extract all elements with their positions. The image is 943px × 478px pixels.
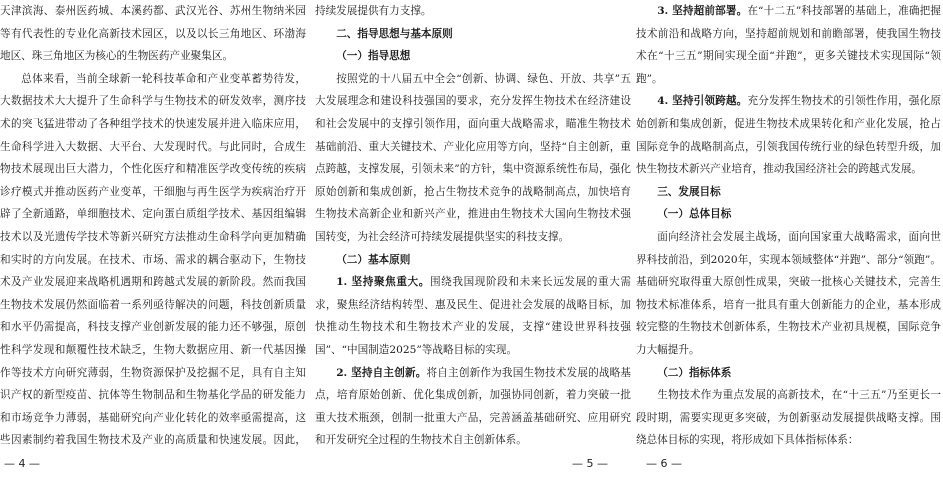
section-heading: 二、指导思想与基本原则 [336,27,453,40]
principle-paragraph [636,0,941,90]
principle-text: 围绕我国现阶段和未来长远发展的重大需求，聚焦经济结构转型、惠及民生、促进社会发展的战略目标，加快推动生物技术和生物技术产业的发展，支撑“建设世界科技强国”、“中国制造2025”等战略目标的实现。 [315,276,631,356]
paragraph: 生物技术作为重点发展的高新技术，在“十三五”乃至更长一段时期，需要实现更多突破，为创新驱动发展提供战略支撑。围绕总体目标的实现，将形成如下具体指标体系： [636,389,941,447]
principle-paragraph [636,90,941,180]
section-heading: 三、发展目标 [657,185,721,198]
principle-text: 将自主创新作为我国生物技术发展的战略基点，培育原始创新、优化集成创新，加强协同创新，着力突破一批重大技术瓶颈，创制一批重大产品，完善涵盖基础研究、应用研究和开发研究全过程的生物技术自主创新体系。 [315,366,631,447]
page-number: — 5 — [572,457,608,470]
principle-paragraph [315,362,631,449]
subsection-heading: （二）指标体系 [657,366,732,379]
page-6-column [636,0,941,478]
page-number: — 4 — [4,457,40,470]
subsection-heading: （一）指导思想 [336,50,411,63]
paragraph: 面向经济社会发展主战场，面向国家重大战略需求，面向世界科技前沿，到2020年，实现本领域整体“并跑”、部分“领跑”。基础研究取得重大原创性成果，突破一批核心关键技术，完善生物技术标准体系，培育一批具有重大创新能力的企业，基本形成较完整的生物技术创新体系，生物技术产业初具规模，国际竞争力大幅提升。 [636,230,941,356]
principle-text: 充分发挥生物技术的引领性作用，强化原始创新和集成创新，促进生物技术成果转化和产业化发展，抢占国际竞争的战略制高点，引领我国传统行业的绿色转型升级，加快生物技术新兴产业培育，推动我国经济社会的跨越式发展。 [636,95,941,176]
principle-paragraph [315,271,631,361]
principle-text: 在“十二五”科技部署的基础上，准确把握技术前沿和战略方向，坚持超前规划和前瞻部署，使我国生物技术在“十三五”期间实现全面“并跑”，更多关键技术实现国际“领跑”。 [636,5,941,85]
page-5-column [313,0,631,478]
page-number: — 6 — [646,457,682,470]
principle-title: 1. 坚持聚焦重大。 [336,276,430,289]
paragraph: 天津滨海、泰州医药城、本溪药都、武汉光谷、苏州生物纳米园等有代表性的专业化高新技术园区，以及以长三角地区、环渤海地区、珠三角地区为核心的生物医药产业聚集区。 [0,5,306,63]
subsection-heading: （一）总体目标 [657,208,732,221]
paragraph: 总体来看，当前全球新一轮科技革命和产业变革蓄势待发，大数据技术大大提升了生命科学与生物技术的研发效率，测序技术的突飞猛进带动了各种组学技术的快速发展并进入临床应用，生命科学进入大数据、大平台、大发现时代。与此同时，合成生物技术展现出巨大潜力，个性化医疗和精准医学改变传统的疾病诊疗模式并推动医药产业变革，干细胞与再生医学为疾病治疗开辟了全新通路，单细胞技术、定向蛋白质组学技术、基因组编辑技术以及光遗传学技术等新兴研究方法推动生命科学向更加精确和实时的方向发展。在技术、市场、需求的耦合驱动下，生物技术及产业发展迎来战略机遇期和跨越式发展的新阶段。然而我国生物技术发展仍然面临着一系列亟待解决的问题，科技创新质量和水平仍需提高，科技支撑产业创新发展的能力还不够强，原创性科学发现和颠覆性技术缺乏，生物大数据应用、新一代基因操作等技术方向研究薄弱，生物资源保护及挖掘不足，具有自主知识产权的新型疫苗、抗体等生物制品和生物基化学品的研发能力和市场竞争力薄弱，基础研究向产业化转化的效率亟需提高，这些因素制约着我国生物技术及产业的高质量和快速发展。因此， [0,72,306,447]
subsection-heading: （二）基本原则 [336,253,411,266]
principle-title: 2. 坚持自主创新。 [336,366,427,379]
principle-title: 4. 坚持引领跨越。 [657,95,748,108]
page-4-column [0,0,308,478]
paragraph: 按照党的十八届五中全会“创新、协调、绿色、开放、共享”五大发展理念和建设科技强国的要求，充分发挥生物技术在经济建设和社会发展中的支撑引领作用，面向重大战略需求，瞄准生物技术基础前沿、重大关键技术、产业化应用等方向，坚持“自主创新，重点跨越，支撑发展，引领未来”的方针，集中资源系统性布局，强化原始创新和集成创新，抢占生物技术竞争的战略制高点，加快培育生物技术高新企业和新兴产业，推进由生物技术大国向生物技术强国转变，为社会经济可持续发展提供坚实的科技支撑。 [315,72,631,243]
paragraph: 持续发展提供有力支撑。 [315,5,432,17]
principle-title: 3. 坚持超前部署。 [657,5,748,17]
